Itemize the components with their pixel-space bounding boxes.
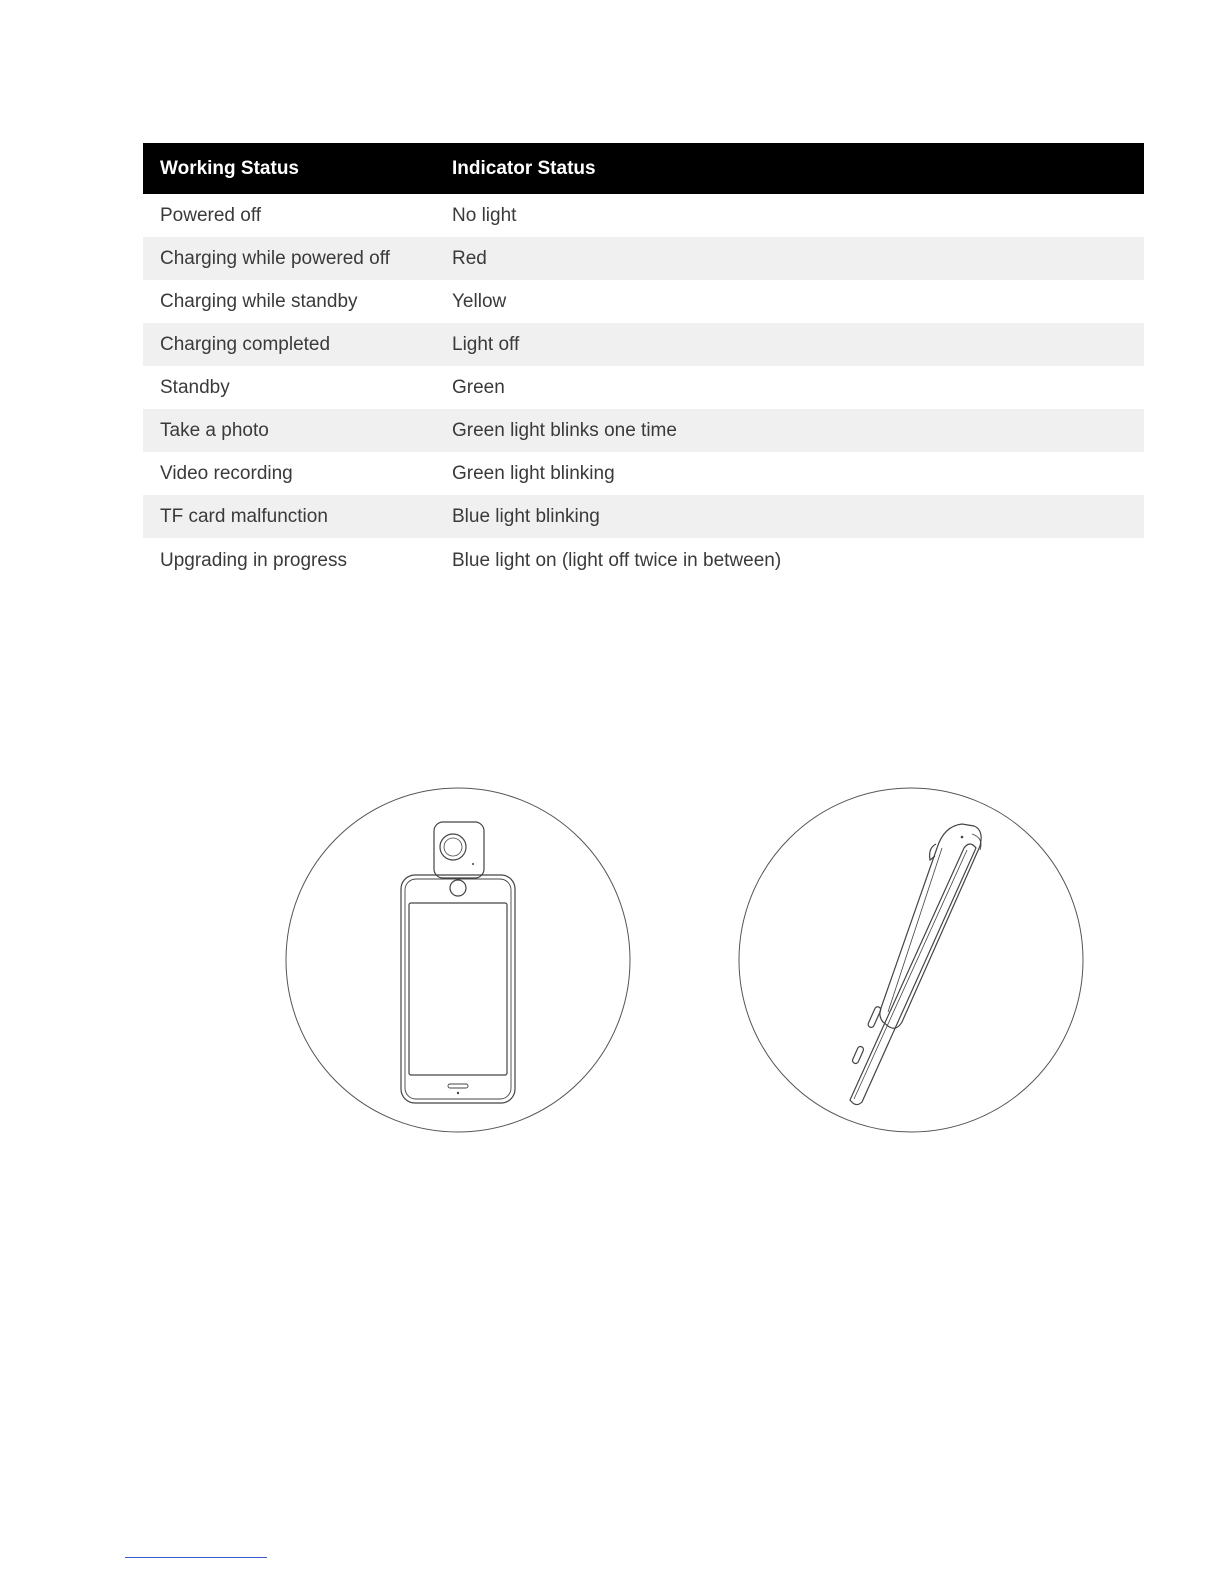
indicator-status-table <box>143 143 1144 583</box>
indicator-status-cell: Light off <box>435 323 1144 366</box>
table-row <box>143 237 1144 280</box>
indicator-status-cell: Green light blinking <box>452 462 615 484</box>
indicator-status-cell: Blue light blinking <box>435 495 1144 538</box>
indicator-status-cell: Green <box>452 376 505 398</box>
working-status-cell: Video recording <box>160 462 293 484</box>
working-status-cell: Upgrading in progress <box>160 549 347 571</box>
table-row <box>143 452 1144 495</box>
table-row <box>143 495 1144 538</box>
table-row <box>143 538 1144 583</box>
table-row <box>143 323 1144 366</box>
indicator-status-cell: Yellow <box>452 290 507 312</box>
working-status-cell: TF card malfunction <box>143 495 435 538</box>
table-row <box>143 409 1144 452</box>
indicator-status-cell: Blue light on (light off twice in between) <box>452 549 782 571</box>
table-header-row <box>143 143 1144 194</box>
working-status-cell: Charging while standby <box>160 290 358 312</box>
header-indicator-status: Indicator Status <box>435 143 1144 194</box>
phone-front-with-camera-illustration <box>285 786 631 1134</box>
table-row <box>143 366 1144 409</box>
indicator-status-cell: No light <box>452 204 517 226</box>
phone-side-with-camera-illustration <box>738 786 1084 1134</box>
working-status-cell: Charging while powered off <box>143 237 435 280</box>
table-row <box>143 280 1144 323</box>
working-status-cell: Take a photo <box>143 409 435 452</box>
indicator-status-cell: Green light blinks one time <box>435 409 1144 452</box>
indicator-status-cell: Red <box>435 237 1144 280</box>
header-working-status: Working Status <box>143 143 435 194</box>
working-status-cell: Powered off <box>160 204 262 226</box>
table-row <box>143 194 1144 237</box>
working-status-cell: Charging completed <box>143 323 435 366</box>
working-status-cell: Standby <box>160 376 230 398</box>
footnote-rule <box>125 1557 267 1558</box>
